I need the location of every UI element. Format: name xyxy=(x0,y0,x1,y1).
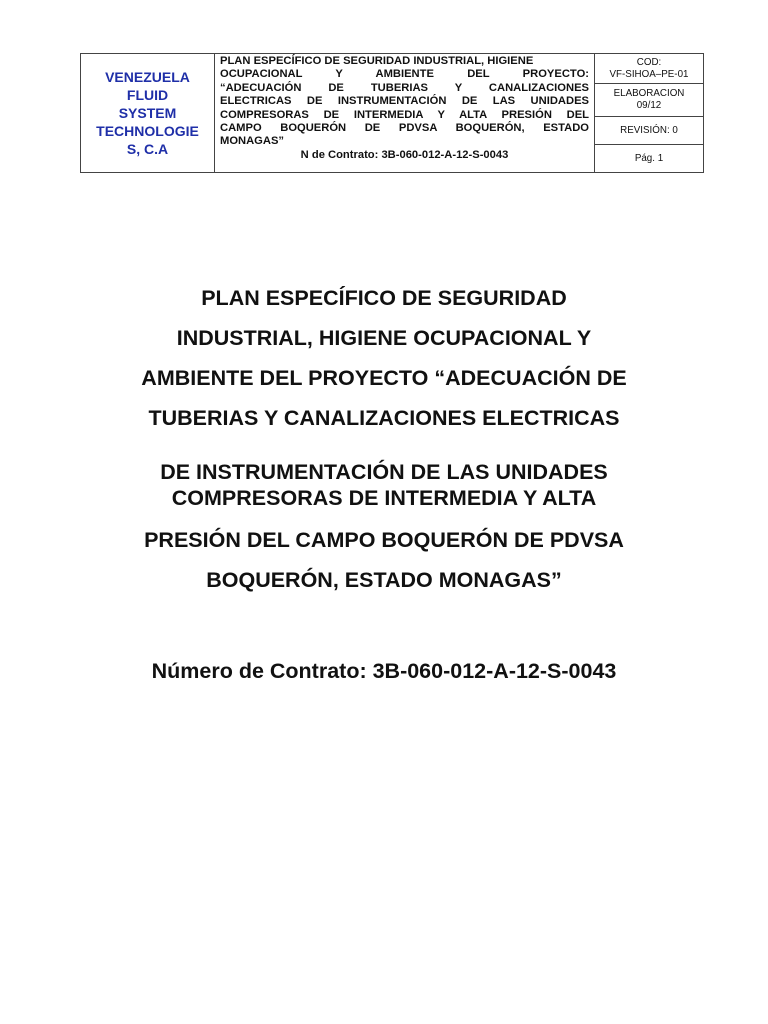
header-title-line: CAMPO BOQUERÓN DE PDVSA BOQUERÓN, ESTADO xyxy=(220,122,589,135)
revision-value: REVISIÓN: 0 xyxy=(620,124,678,136)
main-title-line: AMBIENTE DEL PROYECTO “ADECUACIÓN DE xyxy=(141,366,627,390)
header-title xyxy=(215,54,595,172)
main-title-line: BOQUERÓN, ESTADO MONAGAS” xyxy=(206,568,562,592)
main-title-line: DE INSTRUMENTACIÓN DE LAS UNIDADES xyxy=(160,460,608,484)
contract-number: Número de Contrato: 3B-060-012-A-12-S-0043 xyxy=(151,659,617,683)
code-label: COD: xyxy=(636,56,662,68)
company-line: S, C.A xyxy=(126,141,169,157)
revision-cell xyxy=(595,117,703,145)
page-number: Pág. 1 xyxy=(634,152,664,164)
elaboracion-value: 09/12 xyxy=(636,100,662,111)
header-table xyxy=(80,53,704,173)
company-name xyxy=(81,54,215,172)
header-title-line: OCUPACIONAL Y AMBIENTE DEL PROYECTO: xyxy=(220,68,589,81)
header-title-line: MONAGAS” xyxy=(220,135,285,148)
main-title xyxy=(100,283,668,595)
header-title-line: PLAN ESPECÍFICO DE SEGURIDAD INDUSTRIAL, HIGIENE xyxy=(220,55,534,67)
main-title-line: PLAN ESPECÍFICO DE SEGURIDAD xyxy=(201,286,567,310)
header-title-line: “ADECUACIÓN DE TUBERIAS Y CANALIZACIONES xyxy=(220,81,589,94)
company-line: FLUID xyxy=(126,87,169,103)
code-value: VF-SIHOA–PE-01 xyxy=(609,68,689,80)
main-title-line: PRESIÓN DEL CAMPO BOQUERÓN DE PDVSA xyxy=(144,528,624,552)
code-cell xyxy=(595,54,703,84)
elaboracion-cell xyxy=(595,84,703,117)
main-title-line: TUBERIAS Y CANALIZACIONES ELECTRICAS xyxy=(148,406,620,430)
elaboracion-label: ELABORACION xyxy=(613,88,685,99)
main-title-line: COMPRESORAS DE INTERMEDIA Y ALTA xyxy=(171,486,597,510)
page-cell xyxy=(595,145,703,172)
company-line: SYSTEM xyxy=(118,105,177,121)
company-line: VENEZUELA xyxy=(105,69,190,85)
main-title-line: INDUSTRIAL, HIGIENE OCUPACIONAL Y xyxy=(176,326,592,350)
header-meta xyxy=(595,54,703,172)
company-line: TECHNOLOGIE xyxy=(96,123,199,139)
header-title-line: ELECTRICAS DE INSTRUMENTACIÓN DE LAS UNIDADES xyxy=(220,95,589,108)
header-contract-number: N de Contrato: 3B-060-012-A-12-S-0043 xyxy=(300,148,509,161)
header-title-line: COMPRESORAS DE INTERMEDIA Y ALTA PRESIÓN DEL xyxy=(220,108,589,121)
